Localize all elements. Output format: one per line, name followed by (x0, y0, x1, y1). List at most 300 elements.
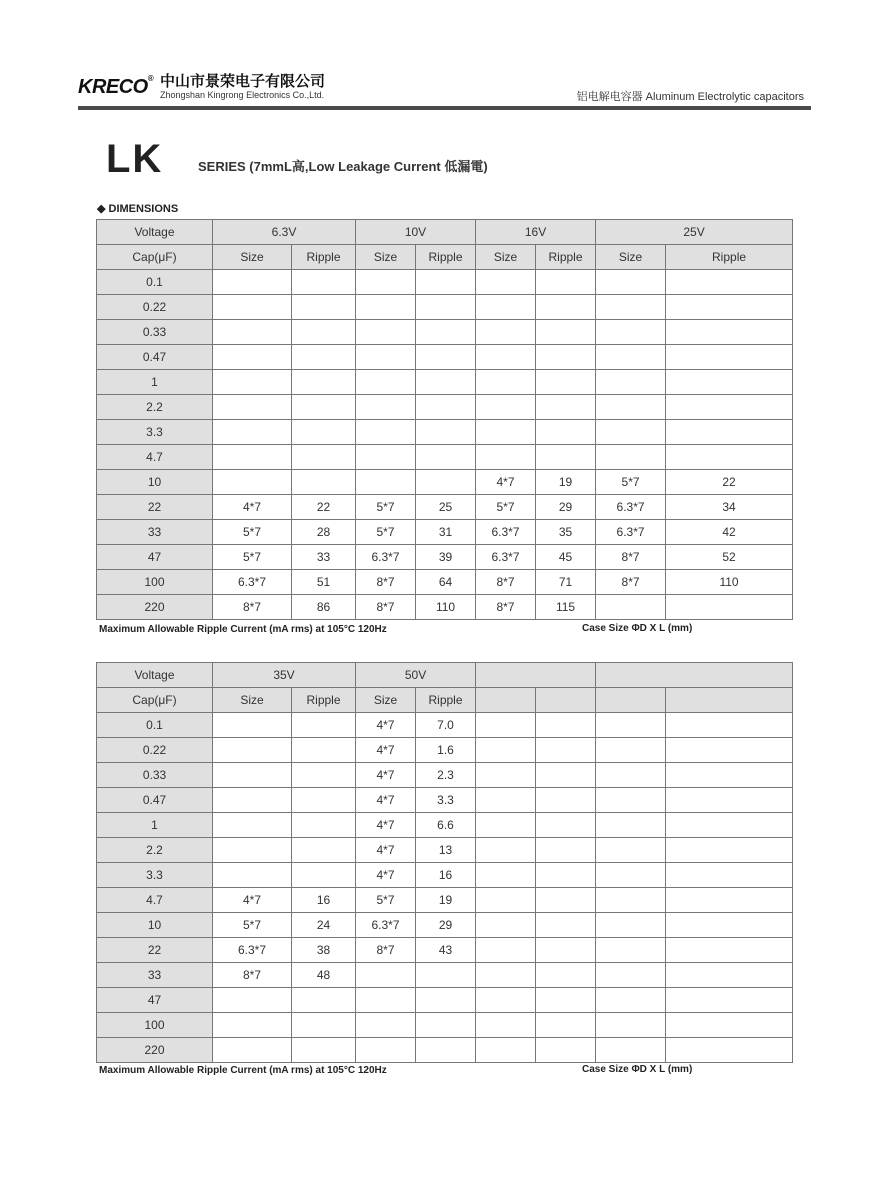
ripple-cell: 45 (536, 545, 596, 570)
table-row (97, 545, 793, 570)
capacitance-cell: 47 (97, 545, 213, 570)
ripple-footnote: Maximum Allowable Ripple Current (mA rms) at 105°C 120Hz (99, 624, 387, 635)
column-header: Ripple (666, 245, 793, 270)
ripple-cell (292, 838, 356, 863)
voltage-header-row (97, 220, 793, 245)
size-cell (596, 420, 666, 445)
capacitance-cell: 22 (97, 495, 213, 520)
ripple-cell (416, 370, 476, 395)
size-cell (213, 420, 292, 445)
ripple-cell (536, 788, 596, 813)
size-cell (476, 713, 536, 738)
size-cell: 5*7 (356, 888, 416, 913)
ripple-cell (536, 445, 596, 470)
table-row (97, 495, 793, 520)
size-cell (213, 863, 292, 888)
ripple-cell: 52 (666, 545, 793, 570)
ripple-cell (666, 345, 793, 370)
ripple-cell (292, 470, 356, 495)
size-cell: 5*7 (356, 495, 416, 520)
voltage-header (476, 663, 596, 688)
column-header: Size (476, 245, 536, 270)
ripple-cell: 16 (292, 888, 356, 913)
table-row (97, 295, 793, 320)
size-cell (596, 345, 666, 370)
ripple-cell: 7.0 (416, 713, 476, 738)
size-cell (476, 1013, 536, 1038)
size-cell: 8*7 (213, 595, 292, 620)
size-cell (476, 320, 536, 345)
ripple-cell (666, 838, 793, 863)
size-cell (596, 863, 666, 888)
ripple-cell (666, 595, 793, 620)
voltage-header: 16V (476, 220, 596, 245)
cap-label: Cap(μF) (97, 245, 213, 270)
size-cell (596, 938, 666, 963)
column-header: Size (213, 688, 292, 713)
size-cell: 4*7 (356, 863, 416, 888)
table-row (97, 1038, 793, 1063)
column-header: Ripple (292, 245, 356, 270)
size-cell: 4*7 (356, 713, 416, 738)
ripple-cell: 29 (416, 913, 476, 938)
ripple-cell (666, 370, 793, 395)
size-cell: 4*7 (213, 495, 292, 520)
size-cell (213, 320, 292, 345)
table-row (97, 713, 793, 738)
size-cell: 5*7 (596, 470, 666, 495)
ripple-cell (666, 988, 793, 1013)
table-row (97, 1013, 793, 1038)
column-header: Size (213, 245, 292, 270)
ripple-cell (536, 763, 596, 788)
size-cell (596, 838, 666, 863)
ripple-cell (292, 395, 356, 420)
section-title: ◆ DIMENSIONS (97, 203, 179, 215)
column-header (596, 688, 666, 713)
voltage-header (596, 663, 793, 688)
ripple-cell (536, 1013, 596, 1038)
capacitance-cell: 0.47 (97, 788, 213, 813)
size-cell (356, 1013, 416, 1038)
ripple-cell (292, 295, 356, 320)
size-cell (476, 270, 536, 295)
size-cell (476, 938, 536, 963)
ripple-cell (416, 270, 476, 295)
ripple-cell (536, 320, 596, 345)
size-cell: 8*7 (356, 938, 416, 963)
ripple-cell (666, 738, 793, 763)
ripple-cell: 22 (292, 495, 356, 520)
size-cell (356, 445, 416, 470)
size-cell (356, 370, 416, 395)
table-row (97, 345, 793, 370)
header-divider (78, 106, 811, 110)
table-row (97, 838, 793, 863)
ripple-cell: 86 (292, 595, 356, 620)
size-cell (476, 763, 536, 788)
capacitance-cell: 0.22 (97, 295, 213, 320)
size-cell: 5*7 (213, 913, 292, 938)
ripple-cell: 6.6 (416, 813, 476, 838)
company-name-en: Zhongshan Kingrong Electronics Co.,Ltd. (160, 90, 325, 100)
size-cell (476, 345, 536, 370)
ripple-cell: 35 (536, 520, 596, 545)
ripple-cell: 2.3 (416, 763, 476, 788)
ripple-cell (666, 863, 793, 888)
size-cell: 6.3*7 (476, 520, 536, 545)
size-cell: 8*7 (596, 570, 666, 595)
table-row (97, 395, 793, 420)
case-size-footnote: Case Size ΦD X L (mm) (582, 1064, 693, 1075)
size-cell (476, 863, 536, 888)
capacitance-cell: 100 (97, 1013, 213, 1038)
ripple-cell (536, 838, 596, 863)
dimensions-table-2 (96, 662, 793, 1063)
column-header (536, 688, 596, 713)
size-cell: 8*7 (356, 595, 416, 620)
capacitance-cell: 0.33 (97, 320, 213, 345)
size-cell: 5*7 (213, 520, 292, 545)
size-cell (596, 295, 666, 320)
ripple-cell (416, 295, 476, 320)
size-cell (213, 370, 292, 395)
ripple-cell: 43 (416, 938, 476, 963)
ripple-cell (536, 863, 596, 888)
ripple-cell: 34 (666, 495, 793, 520)
ripple-cell (536, 738, 596, 763)
size-cell: 8*7 (213, 963, 292, 988)
size-cell (213, 788, 292, 813)
series-description: SERIES (7mmL高,Low Leakage Current 低漏電) (198, 159, 488, 174)
ripple-cell (666, 913, 793, 938)
ripple-cell (536, 938, 596, 963)
size-cell (596, 813, 666, 838)
capacitance-cell: 0.22 (97, 738, 213, 763)
size-cell: 4*7 (356, 813, 416, 838)
size-cell: 4*7 (356, 763, 416, 788)
table-row (97, 913, 793, 938)
size-cell (476, 788, 536, 813)
ripple-cell (416, 420, 476, 445)
ripple-cell (416, 1013, 476, 1038)
size-cell (596, 595, 666, 620)
registered-mark: ® (147, 74, 154, 84)
column-header (666, 688, 793, 713)
size-cell (596, 445, 666, 470)
ripple-cell (292, 270, 356, 295)
page-header (78, 72, 810, 108)
ripple-cell (292, 370, 356, 395)
size-cell (356, 988, 416, 1013)
capacitance-cell: 4.7 (97, 445, 213, 470)
size-cell (356, 963, 416, 988)
ripple-cell (292, 1013, 356, 1038)
ripple-cell: 110 (416, 595, 476, 620)
ripple-cell: 71 (536, 570, 596, 595)
ripple-cell (666, 888, 793, 913)
size-cell (596, 913, 666, 938)
size-cell (476, 913, 536, 938)
ripple-cell (666, 420, 793, 445)
size-cell: 4*7 (356, 738, 416, 763)
ripple-cell (416, 963, 476, 988)
ripple-cell (416, 395, 476, 420)
table-row (97, 863, 793, 888)
ripple-cell (536, 988, 596, 1013)
ripple-cell: 1.6 (416, 738, 476, 763)
ripple-cell (666, 1038, 793, 1063)
ripple-cell (666, 1013, 793, 1038)
table-row (97, 570, 793, 595)
ripple-cell (666, 963, 793, 988)
ripple-cell (536, 813, 596, 838)
voltage-label: Voltage (97, 220, 213, 245)
size-cell (356, 470, 416, 495)
voltage-label: Voltage (97, 663, 213, 688)
capacitance-cell: 100 (97, 570, 213, 595)
size-cell (356, 345, 416, 370)
table-row (97, 520, 793, 545)
ripple-cell (536, 345, 596, 370)
ripple-cell (416, 320, 476, 345)
size-cell (356, 295, 416, 320)
ripple-cell (292, 788, 356, 813)
capacitance-cell: 1 (97, 370, 213, 395)
ripple-cell (292, 713, 356, 738)
size-cell (596, 788, 666, 813)
capacitance-cell: 10 (97, 913, 213, 938)
voltage-header: 10V (356, 220, 476, 245)
case-size-footnote: Case Size ΦD X L (mm) (582, 623, 693, 634)
capacitance-cell: 3.3 (97, 420, 213, 445)
capacitance-cell: 0.33 (97, 763, 213, 788)
ripple-cell (536, 420, 596, 445)
voltage-header: 25V (596, 220, 793, 245)
column-header: Ripple (416, 245, 476, 270)
size-cell (213, 988, 292, 1013)
ripple-cell: 33 (292, 545, 356, 570)
ripple-cell (536, 713, 596, 738)
size-cell (476, 738, 536, 763)
ripple-cell (666, 938, 793, 963)
cap-label: Cap(μF) (97, 688, 213, 713)
size-cell: 8*7 (356, 570, 416, 595)
table-row (97, 813, 793, 838)
capacitance-cell: 0.1 (97, 270, 213, 295)
ripple-cell (416, 988, 476, 1013)
size-cell (476, 838, 536, 863)
series-code: LK (106, 137, 164, 181)
size-cell (476, 963, 536, 988)
capacitance-cell: 10 (97, 470, 213, 495)
voltage-header: 50V (356, 663, 476, 688)
size-cell (213, 738, 292, 763)
size-cell (476, 1038, 536, 1063)
product-type: 铝电解电容器 Aluminum Electrolytic capacitors (576, 91, 804, 103)
ripple-cell: 19 (536, 470, 596, 495)
table-row (97, 788, 793, 813)
voltage-header-row (97, 663, 793, 688)
table-row (97, 420, 793, 445)
ripple-cell (416, 470, 476, 495)
capacitance-cell: 0.47 (97, 345, 213, 370)
size-cell: 4*7 (213, 888, 292, 913)
ripple-cell (292, 763, 356, 788)
table-row (97, 738, 793, 763)
ripple-cell (292, 445, 356, 470)
size-cell: 4*7 (476, 470, 536, 495)
ripple-cell: 64 (416, 570, 476, 595)
table-row (97, 445, 793, 470)
capacitance-cell: 220 (97, 1038, 213, 1063)
capacitance-cell: 2.2 (97, 838, 213, 863)
size-cell (596, 320, 666, 345)
size-cell (596, 370, 666, 395)
column-header: Ripple (292, 688, 356, 713)
ripple-cell (416, 445, 476, 470)
table-row (97, 370, 793, 395)
voltage-header: 35V (213, 663, 356, 688)
capacitance-cell: 3.3 (97, 863, 213, 888)
ripple-cell: 13 (416, 838, 476, 863)
ripple-cell (536, 963, 596, 988)
capacitance-cell: 22 (97, 938, 213, 963)
size-cell: 5*7 (476, 495, 536, 520)
ripple-cell (292, 1038, 356, 1063)
size-cell: 8*7 (476, 570, 536, 595)
ripple-cell: 24 (292, 913, 356, 938)
ripple-cell (536, 888, 596, 913)
size-cell (356, 420, 416, 445)
size-cell (596, 963, 666, 988)
voltage-header: 6.3V (213, 220, 356, 245)
capacitance-cell: 4.7 (97, 888, 213, 913)
column-header: Ripple (536, 245, 596, 270)
ripple-cell (536, 913, 596, 938)
ripple-cell (292, 738, 356, 763)
ripple-cell: 22 (666, 470, 793, 495)
ripple-cell: 42 (666, 520, 793, 545)
ripple-cell: 51 (292, 570, 356, 595)
size-cell (476, 395, 536, 420)
size-cell (476, 813, 536, 838)
size-cell: 5*7 (213, 545, 292, 570)
ripple-cell (536, 270, 596, 295)
size-cell (356, 395, 416, 420)
ripple-cell (666, 713, 793, 738)
size-cell (213, 295, 292, 320)
ripple-cell (666, 813, 793, 838)
size-cell (596, 1038, 666, 1063)
size-cell (476, 420, 536, 445)
size-cell (596, 270, 666, 295)
table-row (97, 938, 793, 963)
ripple-cell (666, 395, 793, 420)
capacitance-cell: 33 (97, 963, 213, 988)
ripple-cell (666, 320, 793, 345)
size-cell: 6.3*7 (596, 495, 666, 520)
size-cell: 6.3*7 (476, 545, 536, 570)
column-header: Size (596, 245, 666, 270)
ripple-cell: 3.3 (416, 788, 476, 813)
ripple-cell (666, 788, 793, 813)
ripple-cell (536, 1038, 596, 1063)
size-cell (476, 370, 536, 395)
size-cell: 6.3*7 (596, 520, 666, 545)
size-cell (476, 445, 536, 470)
table-row (97, 763, 793, 788)
size-cell: 8*7 (476, 595, 536, 620)
ripple-cell: 38 (292, 938, 356, 963)
column-header: Size (356, 245, 416, 270)
ripple-cell: 115 (536, 595, 596, 620)
ripple-cell: 28 (292, 520, 356, 545)
ripple-cell: 25 (416, 495, 476, 520)
ripple-cell (292, 345, 356, 370)
ripple-cell (666, 270, 793, 295)
ripple-cell (536, 370, 596, 395)
capacitance-cell: 1 (97, 813, 213, 838)
ripple-footnote: Maximum Allowable Ripple Current (mA rms) at 105°C 120Hz (99, 1065, 387, 1076)
capacitance-cell: 220 (97, 595, 213, 620)
column-header: Ripple (416, 688, 476, 713)
size-cell (596, 395, 666, 420)
capacitance-cell: 33 (97, 520, 213, 545)
table-row (97, 963, 793, 988)
size-cell: 6.3*7 (356, 913, 416, 938)
size-cell: 5*7 (356, 520, 416, 545)
size-cell (356, 270, 416, 295)
ripple-cell: 19 (416, 888, 476, 913)
subheader-row (97, 688, 793, 713)
size-cell (213, 1038, 292, 1063)
ripple-cell: 16 (416, 863, 476, 888)
size-cell (213, 395, 292, 420)
ripple-cell (416, 1038, 476, 1063)
size-cell (213, 345, 292, 370)
capacitance-cell: 47 (97, 988, 213, 1013)
table-row (97, 988, 793, 1013)
ripple-cell: 29 (536, 495, 596, 520)
size-cell (596, 888, 666, 913)
company-name (160, 73, 325, 100)
size-cell (213, 838, 292, 863)
size-cell (596, 713, 666, 738)
size-cell (476, 988, 536, 1013)
size-cell (596, 1013, 666, 1038)
ripple-cell: 39 (416, 545, 476, 570)
ripple-cell (536, 295, 596, 320)
size-cell (596, 738, 666, 763)
size-cell: 6.3*7 (213, 570, 292, 595)
size-cell (213, 270, 292, 295)
subheader-row (97, 245, 793, 270)
brand-logo: KRECO® (78, 74, 154, 98)
ripple-cell (292, 863, 356, 888)
size-cell (213, 1013, 292, 1038)
ripple-cell (292, 320, 356, 345)
size-cell (596, 763, 666, 788)
company-name-cn: 中山市景荣电子有限公司 (160, 73, 326, 90)
table-row (97, 320, 793, 345)
dimensions-table-1 (96, 219, 793, 620)
size-cell (213, 445, 292, 470)
size-cell (596, 988, 666, 1013)
ripple-cell: 48 (292, 963, 356, 988)
size-cell (356, 320, 416, 345)
ripple-cell (416, 345, 476, 370)
